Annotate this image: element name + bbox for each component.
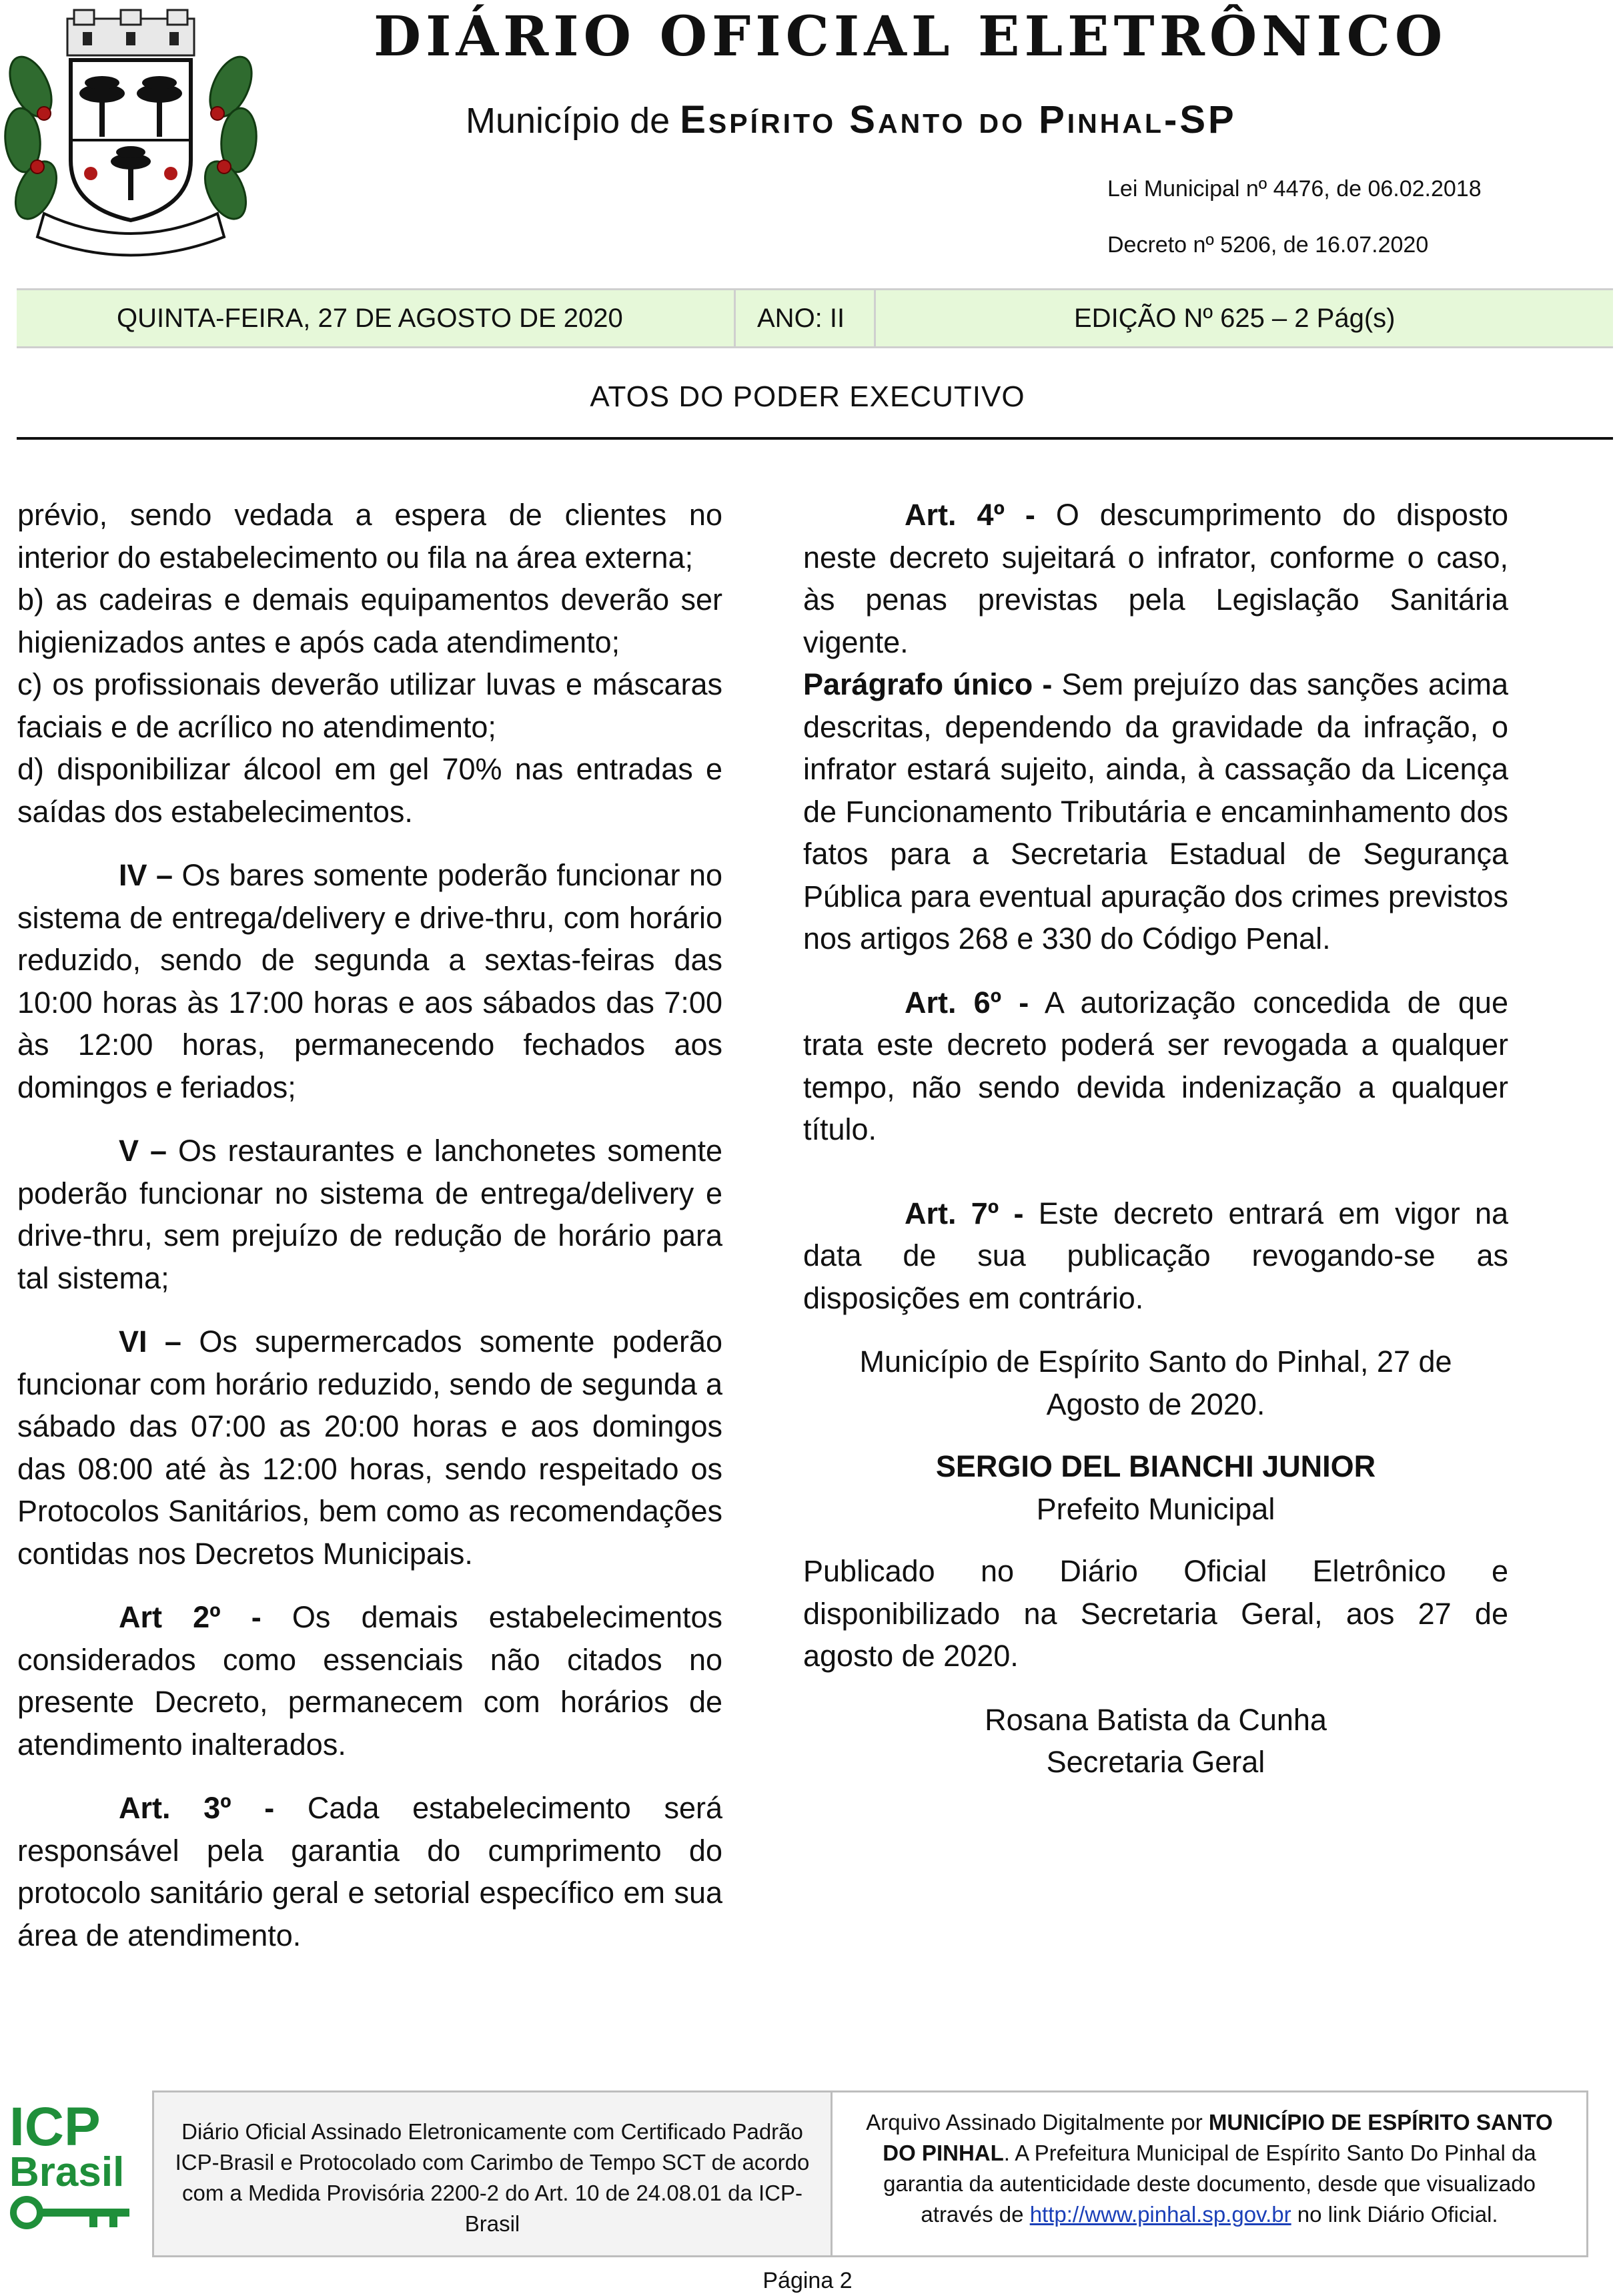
signer-role: Prefeito Municipal	[1036, 1491, 1275, 1526]
edition-year: ANO: II	[757, 304, 845, 333]
item-vi	[17, 1320, 722, 1575]
signer-name: SERGIO DEL BIANCHI JUNIOR	[935, 1449, 1376, 1483]
subtitle-city: Espírito Santo do Pinhal-SP	[680, 98, 1237, 141]
sole-paragraph	[803, 663, 1508, 960]
article-4	[803, 494, 1508, 663]
article-label: Art. 7º -	[905, 1196, 1024, 1230]
right-column	[803, 494, 1508, 1784]
article-label: Art. 3º -	[119, 1791, 275, 1825]
item-label: V –	[119, 1134, 167, 1168]
section-title: ATOS DO PODER EXECUTIVO	[590, 380, 1025, 413]
mayor-signature	[803, 1445, 1508, 1530]
decree-reference: Decreto nº 5206, de 16.07.2020	[1107, 232, 1429, 258]
place-date-line: Município de Espírito Santo do Pinhal, 27 de	[859, 1345, 1452, 1379]
signature-text	[833, 2107, 1586, 2230]
certificate-text: Diário Oficial Assinado Eletronicamente com Certificado Padrão ICP-Brasil e Protocolado com Carimbo de Tempo SCT de acordo com a Medida Provisória 2200-2 do Art. 10 de 24.08.01 da ICP-Brasil	[175, 2119, 810, 2236]
paragraph-label: Parágrafo único -	[803, 667, 1053, 701]
signed-by: MUNICÍPIO DE ESPÍRITO SANTO DO PINHAL	[883, 2110, 1553, 2165]
article-text: O descumprimento do disposto neste decreto sujeitará o infrator, conforme o caso, às penas previstas pela Legislação Sanitária vigente.	[803, 498, 1508, 659]
edition-info-band	[17, 288, 1613, 348]
signature-end: no link Diário Oficial.	[1291, 2202, 1498, 2227]
key-icon	[9, 2193, 136, 2233]
place-date-line: Agosto de 2020.	[1046, 1387, 1265, 1421]
item-text: Os bares somente poderão funcionar no sistema de entrega/delivery e drive-thru, com horário reduzido, sendo de segunda a sextas-feiras das 10:00 horas às 17:00 horas e aos sábados das 7:00 às 12:00 horas, permanecendo fechados aos domingos e feriados;	[17, 858, 723, 1104]
page-number: Página 2	[762, 2268, 853, 2293]
certificate-notice	[152, 2090, 833, 2257]
band-divider	[874, 290, 876, 346]
subtitle-prefix: Município de	[466, 101, 670, 141]
article-label: Art. 6º -	[905, 985, 1029, 1020]
item-label: IV –	[119, 858, 173, 892]
gazette-title: DIÁRIO OFICIAL ELETRÔNICO	[374, 5, 1448, 69]
article-text: Os demais estabelecimentos considerados como essenciais não citados no presente Decreto, permanecem com horários de atendimento inalterados.	[17, 1600, 722, 1762]
paragraph: b) as cadeiras e demais equipamentos deverão ser higienizados antes e após cada atendimento;	[17, 583, 722, 659]
place-date	[803, 1341, 1508, 1425]
item-text: Os supermercados somente poderão funcionar com horário reduzido, sendo de segunda a sábado das 07:00 as 20:00 horas e aos domingos das 08:00 até às 12:00 horas, sendo respeitado os Protocolos Sanitários, bem como as recomendações contidas nos Decretos Municipais.	[17, 1324, 723, 1571]
secretary-name: Rosana Batista da Cunha	[985, 1702, 1327, 1737]
icp-logo-text: Brasil	[9, 2149, 125, 2195]
municipality-website-link[interactable]: http://www.pinhal.sp.gov.br	[1029, 2202, 1291, 2227]
icp-logo-text: ICP	[9, 2096, 101, 2157]
band-divider	[734, 290, 736, 346]
article-text: Este decreto entrará em vigor na data de sua publicação revogando-se as disposições em contrário.	[803, 1196, 1509, 1315]
paragraph: c) os profissionais deverão utilizar luvas e máscaras faciais e de acrílico no atendimento;	[17, 667, 722, 744]
item-iv	[17, 854, 722, 1108]
publication-note: Publicado no Diário Oficial Eletrônico e disponibilizado na Secretaria Geral, aos 27 de agosto de 2020.	[803, 1554, 1508, 1673]
signature-notice	[833, 2090, 1588, 2257]
icp-brasil-logo-icon	[9, 2096, 139, 2242]
secretary-signature	[803, 1699, 1508, 1784]
header-divider	[17, 437, 1613, 440]
article-7	[803, 1192, 1508, 1320]
municipal-coat-of-arms-icon	[4, 7, 257, 257]
article-text: Cada estabelecimento será responsável pela garantia do cumprimento do protocolo sanitário geral e setorial específico em sua área de atendimento.	[17, 1791, 723, 1952]
law-reference: Lei Municipal nº 4476, de 06.02.2018	[1107, 176, 1482, 202]
signature-body: . A Prefeitura Municipal de Espírito Santo Do Pinhal da garantia da autenticidade deste documento, desde que visualizado através de	[883, 2141, 1536, 2227]
paragraph-text: Sem prejuízo das sanções acima descritas, dependendo da gravidade da infração, o infrator estará sujeito, ainda, à cassação da Licença de Funcionamento Tributária e encaminhamento dos fatos para a Secretaria Estadual de Segurança Pública para eventual apuração dos crimes previstos nos artigos 268 e 330 do Código Penal.	[803, 667, 1508, 955]
article-label: Art. 4º -	[905, 498, 1035, 532]
edition-date: QUINTA-FEIRA, 27 DE AGOSTO DE 2020	[117, 304, 623, 333]
edition-number: EDIÇÃO Nº 625 – 2 Pág(s)	[1074, 304, 1396, 333]
secretary-role: Secretaria Geral	[1046, 1745, 1265, 1779]
signature-prefix: Arquivo Assinado Digitalmente por	[866, 2110, 1209, 2135]
article-6	[803, 982, 1508, 1151]
article-text: A autorização concedida de que trata este decreto poderá ser revogada a qualquer tempo, não sendo devida indenização a qualquer título.	[803, 985, 1508, 1146]
article-3	[17, 1787, 722, 1956]
paragraph: d) disponibilizar álcool em gel 70% nas entradas e saídas dos estabelecimentos.	[17, 752, 722, 829]
municipality-subtitle	[466, 93, 1466, 147]
article-label: Art 2º -	[119, 1600, 261, 1634]
article-2	[17, 1596, 722, 1766]
item-label: VI –	[119, 1324, 181, 1359]
item-v	[17, 1130, 722, 1299]
item-text: Os restaurantes e lanchonetes somente poderão funcionar no sistema de entrega/delivery e drive-thru, sem prejuízo de redução de horário para tal sistema;	[17, 1134, 722, 1295]
paragraph: prévio, sendo vedada a espera de clientes no interior do estabelecimento ou fila na área externa;	[17, 498, 722, 575]
left-column	[17, 494, 722, 1978]
